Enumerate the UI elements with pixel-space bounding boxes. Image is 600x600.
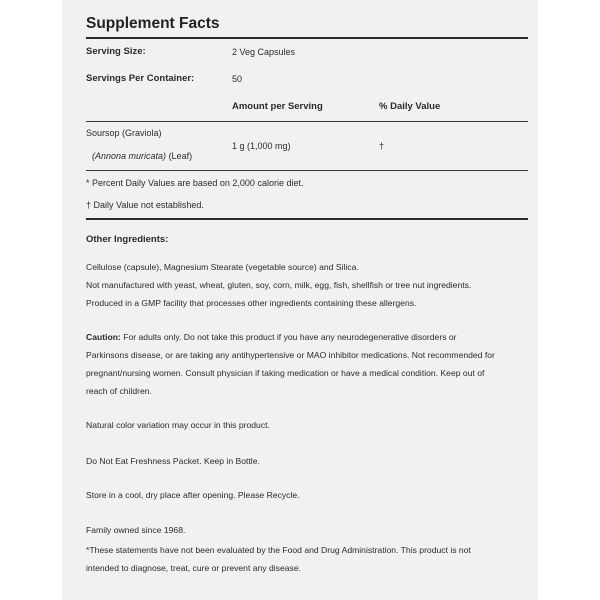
ingredient-amount: 1 g (1,000 mg)	[232, 141, 291, 151]
caution-line: reach of children.	[86, 386, 152, 396]
servings-per-container-label: Servings Per Container:	[86, 73, 195, 84]
footnote-dagger: † Daily Value not established.	[86, 200, 204, 210]
storage-note: Store in a cool, dry place after opening. Please Recycle.	[86, 490, 300, 500]
caution-line: Parkinsons disease, or are taking any antihypertensive or MAO inhibitor medications. Not recommended for	[86, 350, 495, 360]
divider	[86, 37, 528, 39]
footnote	[86, 178, 528, 188]
serving-size-label: Serving Size:	[86, 46, 146, 57]
freshness-packet-note: Do Not Eat Freshness Packet. Keep in Bottle.	[86, 456, 260, 466]
color-variation-note: Natural color variation may occur in this product.	[86, 420, 270, 430]
fda-disclaimer	[86, 541, 528, 577]
page-title: Supplement Facts	[86, 15, 220, 32]
other-ingredients-heading: Other Ingredients:	[86, 234, 169, 245]
other-ingredients-line: Cellulose (capsule), Magnesium Stearate (vegetable source) and Silica.	[86, 262, 359, 272]
divider	[86, 170, 528, 171]
ingredient-part: (Leaf)	[168, 151, 193, 161]
divider	[86, 218, 528, 220]
ingredient-latin-name: (Annona muricata)	[92, 151, 167, 161]
ingredient-row	[86, 128, 528, 168]
other-ingredients-line: Produced in a GMP facility that processes other ingredients containing these allergens.	[86, 298, 417, 308]
divider	[86, 121, 528, 122]
ingredient-daily-value: †	[379, 141, 385, 151]
servings-per-container-value: 50	[232, 74, 243, 84]
caution-section	[86, 328, 528, 400]
caution-line: pregnant/nursing women. Consult physician if taking medication or have a medical condition. Keep out of	[86, 368, 485, 378]
footnote	[86, 200, 528, 210]
supplement-facts-panel	[62, 0, 538, 600]
serving-size-row	[86, 46, 528, 60]
servings-per-container-row	[86, 73, 528, 87]
other-ingredients-list	[86, 258, 528, 312]
ingredient-name: Soursop (Graviola)	[86, 128, 162, 138]
daily-value-header: % Daily Value	[379, 101, 441, 112]
amount-per-serving-header: Amount per Serving	[232, 101, 323, 112]
disclaimer-line: intended to diagnose, treat, cure or prevent any disease.	[86, 563, 301, 573]
table-header-row	[86, 101, 528, 115]
serving-size-value: 2 Veg Capsules	[232, 47, 296, 57]
other-ingredients-heading-row	[86, 234, 528, 245]
caution-label: Caution:	[86, 332, 121, 342]
other-ingredients-line: Not manufactured with yeast, wheat, gluten, soy, corn, milk, egg, fish, shellfish or tree nut ingredients.	[86, 280, 472, 290]
disclaimer-line: *These statements have not been evaluated by the Food and Drug Administration. This product is not	[86, 545, 471, 555]
caution-line: For adults only. Do not take this product if you have any neurodegenerative disorders or	[120, 332, 457, 342]
footnote-percent-daily: * Percent Daily Values are based on 2,000 calorie diet.	[86, 178, 304, 188]
family-owned-note: Family owned since 1968.	[86, 525, 186, 535]
